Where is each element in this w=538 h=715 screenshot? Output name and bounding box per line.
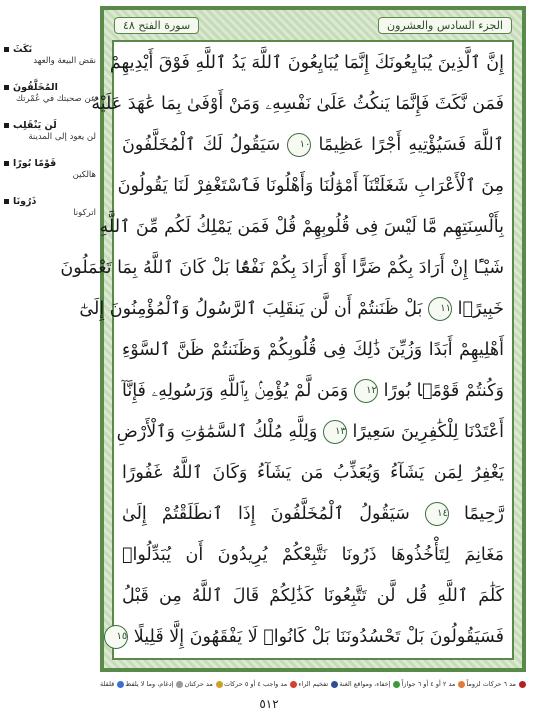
verse-line: رَّحِيمًا ١٤ سَيَقُولُ ٱلْمُخَلَّفُونَ إِذَا ٱنطَلَقْتُمْ إِلَىٰ bbox=[122, 504, 504, 524]
note-item bbox=[4, 44, 96, 68]
surah-title: سورة الفتح ٤٨ bbox=[114, 17, 199, 34]
legend-label: مد ٦ حركات لزوماً bbox=[466, 680, 516, 688]
ayah-marker: ١١ bbox=[428, 297, 452, 321]
legend-label: قلقلة bbox=[100, 680, 115, 688]
note-definition: نقض البيعة والعهد bbox=[33, 56, 96, 66]
bullet-icon bbox=[4, 161, 9, 166]
note-term: المُخَلَّفُونَ bbox=[13, 82, 58, 93]
note-term: نَكَثَ bbox=[13, 44, 33, 55]
verse-line: فَمَن نَّكَثَ فَإِنَّمَا يَنكُثُ عَلَىٰ نَفْسِهِۦ وَمَنْ أَوْفَىٰ بِمَا عَٰهَدَ عَلَيْهُ bbox=[91, 94, 504, 114]
legend-label: تفخيم الراء bbox=[298, 680, 329, 688]
legend-label: مد ٢ أو ٤ أو ٦ جوازاً bbox=[401, 680, 456, 688]
legend-item bbox=[402, 674, 466, 694]
note-definition: عن صحبتك في عُمْرتك bbox=[16, 94, 96, 104]
color-dot-icon bbox=[519, 681, 526, 688]
legend-label: مد واجب ٤ أو ٥ حركات bbox=[223, 680, 288, 688]
note-item bbox=[4, 196, 96, 220]
verse-line: يَغْفِرُ لِمَن يَشَآءُ وَيُعَذِّبُ مَن يَشَآءُ وَكَانَ ٱللَّهُ غَفُورًا bbox=[122, 463, 504, 483]
ayah-marker: ١٠ bbox=[287, 133, 311, 157]
verse-line: وَكُنتُمْ قَوْمًۢا بُورًا ١٢ وَمَن لَّمْ يُؤْمِنۢ بِٱللَّهِ وَرَسُولِهِۦ فَإِنَّآ bbox=[122, 381, 504, 401]
ayah-marker: ١٥ bbox=[104, 625, 128, 649]
note-item bbox=[4, 158, 96, 182]
note-definition: هالكين bbox=[72, 170, 96, 180]
note-term: قَوْمًا بُورًا bbox=[13, 158, 57, 169]
bullet-icon bbox=[4, 199, 9, 204]
legend-item bbox=[224, 674, 297, 694]
page-number: ٥١٢ bbox=[259, 697, 279, 711]
legend-label: إدغام، وما لا يلفظ bbox=[125, 680, 174, 688]
note-term: لَن يَنْقَلِب bbox=[13, 120, 57, 131]
color-dot-icon bbox=[176, 681, 183, 688]
verse-line: شَيْـًٔا إِنْ أَرَادَ بِكُمْ ضَرًّا أَوْ أَرَادَ بِكُمْ نَفْعًۢا بَلْ كَانَ ٱللَّهُ بِمَا تَعْمَلُونَ bbox=[60, 258, 504, 278]
note-item bbox=[4, 120, 96, 144]
legend-label: مد حركتان bbox=[184, 680, 213, 688]
legend-item bbox=[185, 674, 223, 694]
verse-line: كَلَٰمَ ٱللَّهِ قُل لَّن تَتَّبِعُونَا كَذَٰلِكُمْ قَالَ ٱللَّهُ مِن قَبْلُ bbox=[122, 586, 504, 606]
verse-line: إِنَّ ٱلَّذِينَ يُبَايِعُونَكَ إِنَّمَا يُبَايِعُونَ ٱللَّهَ يَدُ ٱللَّهِ فَوْقَ أَيْدِيهِمْ bbox=[109, 53, 504, 73]
legend-item bbox=[339, 674, 400, 694]
ayah-marker: ١٣ bbox=[323, 420, 347, 444]
tajweed-legend bbox=[100, 674, 526, 694]
color-dot-icon bbox=[117, 681, 124, 688]
bullet-icon bbox=[4, 85, 9, 90]
ayah-marker: ١٢ bbox=[354, 379, 378, 403]
verse-line: خَبِيرًۢا ١١ بَلْ ظَنَنتُمْ أَن لَّن يَنقَلِبَ ٱلرَّسُولُ وَٱلْمُؤْمِنُونَ إِلَىٰٓ bbox=[79, 299, 504, 319]
color-dot-icon bbox=[331, 681, 338, 688]
verse-line: أَهْلِيهِمْ أَبَدًا وَزُيِّنَ ذَٰلِكَ فِى قُلُوبِكُمْ وَظَنَنتُمْ ظَنَّ ٱلسَّوْءِ bbox=[122, 340, 504, 360]
juz-title: الجزء السادس والعشرون bbox=[378, 17, 512, 34]
verse-line: أَعْتَدْنَا لِلْكَٰفِرِينَ سَعِيرًا ١٣ وَلِلَّهِ مُلْكُ ٱلسَّمَٰوَٰتِ وَٱلْأَرْضِ bbox=[116, 422, 504, 442]
color-dot-icon bbox=[393, 681, 400, 688]
color-dot-icon bbox=[290, 681, 297, 688]
verse-line: بِأَلْسِنَتِهِم مَّا لَيْسَ فِى قُلُوبِهِمْ قُلْ فَمَن يَمْلِكُ لَكُم مِّنَ ٱللَّهِ bbox=[99, 217, 504, 237]
margin-notes bbox=[4, 44, 96, 234]
ayah-marker: ١٤ bbox=[425, 502, 449, 526]
note-definition: لن يعود إلى المدينة bbox=[28, 132, 96, 142]
color-dot-icon bbox=[458, 681, 465, 688]
legend-label: إخفاء، ومواقع الغنة bbox=[339, 680, 391, 688]
verse-line: فَسَيَقُولُونَ بَلْ تَحْسُدُونَنَا بَلْ كَانُوا۟ لَا يَفْقَهُونَ إِلَّا قَلِيلًا ١٥ bbox=[122, 624, 504, 650]
bullet-icon bbox=[4, 123, 9, 128]
legend-item bbox=[125, 674, 183, 694]
note-term: ذَرُونَا bbox=[13, 196, 37, 207]
legend-item bbox=[100, 674, 124, 694]
verse-line: ٱللَّهَ فَسَيُؤْتِيهِ أَجْرًا عَظِيمًا ١٠ سَيَقُولُ لَكَ ٱلْمُخَلَّفُونَ bbox=[122, 135, 504, 155]
note-item bbox=[4, 82, 96, 106]
color-dot-icon bbox=[216, 681, 223, 688]
verse-line: مِنَ ٱلْأَعْرَابِ شَغَلَتْنَآ أَمْوَٰلُنَا وَأَهْلُونَا فَٱسْتَغْفِرْ لَنَا يَقُولُونَ bbox=[117, 176, 504, 196]
note-definition: اتركونا bbox=[73, 208, 96, 218]
page-header bbox=[114, 14, 512, 36]
bullet-icon bbox=[4, 47, 9, 52]
legend-item bbox=[466, 674, 526, 694]
verse-line: مَغَانِمَ لِتَأْخُذُوهَا ذَرُونَا نَتَّبِعْكُمْ يُرِيدُونَ أَن يُبَدِّلُوا۟ bbox=[122, 545, 504, 565]
legend-item bbox=[298, 674, 338, 694]
